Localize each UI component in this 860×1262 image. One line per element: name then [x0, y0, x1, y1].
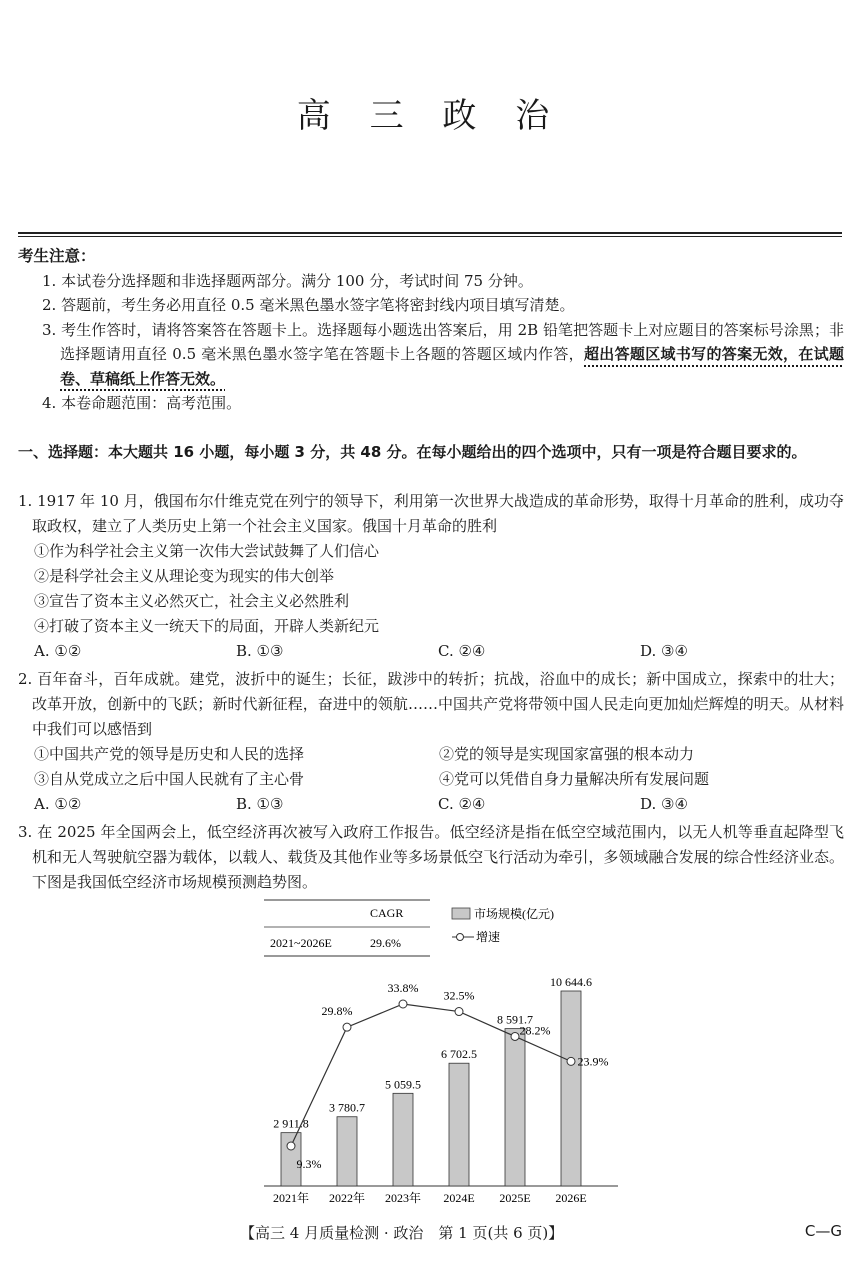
growth-label: 23.9% [577, 1054, 609, 1069]
legend-bar-swatch [452, 908, 470, 919]
x-tick-label: 2024E [443, 1191, 475, 1205]
question-1-option: ①作为科学社会主义第一次伟大尝试鼓舞了人们信心 [34, 542, 380, 560]
growth-point [455, 1008, 463, 1016]
cagr-header: CAGR [370, 906, 404, 920]
bar-value-label: 10 644.6 [550, 975, 592, 989]
bar [505, 1029, 525, 1186]
growth-point [399, 1000, 407, 1008]
legend-line-label: 增速 [476, 930, 501, 944]
growth-label: 9.3% [296, 1157, 322, 1171]
x-tick-label: 2021年 [272, 1191, 310, 1205]
question-1-choices [18, 639, 844, 664]
question-1 [18, 489, 844, 664]
question-2-stem: 2. 百年奋斗，百年成就。建党，波折中的诞生；长征，跋涉中的转折；抗战，浴血中的成长；新中国成立，探索中的壮大；改革开放，创新中的飞跃；新时代新征程，奋进中的领航……中国共产党将带领中国人民走向更加灿烂辉煌的明天。从材料中我们可以感悟到 [18, 670, 844, 738]
growth-label: 33.8% [387, 981, 419, 995]
choice-b[interactable]: B. ①③ [236, 795, 284, 813]
growth-point [567, 1057, 575, 1065]
growth-label: 28.2% [519, 1023, 551, 1038]
bar-value-label: 3 780.7 [329, 1100, 365, 1115]
bar-value-label: 2 911.8 [273, 1116, 309, 1131]
notice-item-3-emphasis: 超出答题区域书写的答案无效，在试题卷、草稿纸上作答无效。 [60, 345, 844, 388]
question-2-option: ①中国共产党的领导是历史和人民的选择 [34, 745, 305, 763]
page-title: 高 三 政 治 [296, 96, 564, 136]
question-1-option: ④打破了资本主义一统天下的局面，开辟人类新纪元 [34, 617, 380, 635]
choice-a[interactable]: A. ①② [34, 642, 82, 660]
question-2-option: ②党的领导是实现国家富强的根本动力 [439, 745, 695, 763]
question-1-option: ③宣告了资本主义必然灭亡，社会主义必然胜利 [34, 592, 350, 610]
x-tick-label: 2026E [555, 1191, 587, 1205]
bar-value-label: 8 591.7 [497, 1012, 533, 1027]
notice-item-3-text: 3. 考生作答时，请将答案答在答题卡上。选择题每小题选出答案后，用 2B 铅笔把答题卡上对应题目的答案标号涂黑；非选择题请用直径 0.5 毫米黑色墨水签字笔在答题卡上各题的答题区域内作答， [42, 320, 844, 363]
growth-label: 29.8% [321, 1004, 353, 1019]
notice-item-1: 1. 本试卷分选择题和非选择题两部分。满分 100 分，考试时间 75 分钟。 [42, 271, 533, 290]
bar [393, 1093, 413, 1186]
x-tick-label: 2022年 [328, 1191, 366, 1205]
choice-c[interactable]: C. ②④ [438, 642, 486, 660]
growth-point [511, 1032, 519, 1040]
header-rule-thin [18, 236, 842, 237]
market-chart-svg [262, 896, 622, 1214]
header-rule [18, 232, 842, 234]
question-2-option: ③自从党成立之后中国人民就有了主心骨 [34, 770, 305, 788]
bar [337, 1117, 357, 1186]
choice-d[interactable]: D. ③④ [640, 642, 688, 660]
x-tick-label: 2023年 [384, 1191, 422, 1205]
section-heading: 一、选择题：本大题共 16 小题，每小题 3 分，共 48 分。在每小题给出的四个选项中，只有一项是符合题目要求的。 [18, 443, 807, 461]
choice-d[interactable]: D. ③④ [640, 795, 688, 813]
choice-c[interactable]: C. ②④ [438, 795, 486, 813]
x-tick-label: 2025E [499, 1191, 531, 1205]
choice-b[interactable]: B. ①③ [236, 642, 284, 660]
question-2-option: ④党可以凭借自身力量解决所有发展问题 [439, 770, 710, 788]
notice-item-4: 4. 本卷命题范围：高考范围。 [42, 394, 242, 412]
question-2-choices [18, 792, 844, 817]
legend-bar-label: 市场规模(亿元) [474, 907, 554, 921]
cagr-row-label: 2021~2026E [270, 936, 332, 950]
notice-block [18, 244, 844, 416]
growth-point [287, 1142, 295, 1150]
notice-heading: 考生注意： [18, 247, 96, 265]
question-1-stem: 1. 1917 年 10 月，俄国布尔什维克党在列宁的领导下，利用第一次世界大战造成的革命形势，取得十月革命的胜利，成功夺取政权，建立了人类历史上第一个社会主义国家。俄国十月革命的胜利 [18, 492, 844, 535]
notice-item-3 [18, 318, 844, 392]
growth-point [343, 1023, 351, 1031]
question-2-options-row [18, 767, 844, 792]
choice-a[interactable]: A. ①② [34, 795, 82, 813]
legend-line-marker [457, 934, 464, 941]
question-1-option: ②是科学社会主义从理论变为现实的伟大创举 [34, 567, 335, 585]
bar-value-label: 6 702.5 [441, 1047, 477, 1062]
market-chart [262, 896, 622, 1214]
question-3 [18, 820, 844, 895]
question-2-options-row [18, 742, 844, 767]
footer-page-info: 【高三 4 月质量检测 · 政治 第 1 页(共 6 页)】 [240, 1224, 564, 1242]
growth-label: 32.5% [443, 988, 475, 1003]
notice-item-2: 2. 答题前，考生务必用直径 0.5 毫米黑色墨水签字笔将密封线内项目填写清楚。 [42, 296, 575, 314]
footer-code: C—G [804, 1222, 842, 1240]
bar [561, 991, 581, 1186]
question-3-stem: 3. 在 2025 年全国两会上，低空经济再次被写入政府工作报告。低空经济是指在低空空域范围内，以无人机等垂直起降型飞机和无人驾驶航空器为载体，以载人、载货及其他作业等多场景低空飞行活动为牵引，多领域融合发展的综合性经济业态。下图是我国低空经济市场规模预测趋势图。 [18, 823, 844, 891]
question-2 [18, 667, 844, 817]
cagr-row-value: 29.6% [370, 936, 401, 950]
bar [449, 1063, 469, 1186]
bar-value-label: 5 059.5 [385, 1077, 421, 1092]
